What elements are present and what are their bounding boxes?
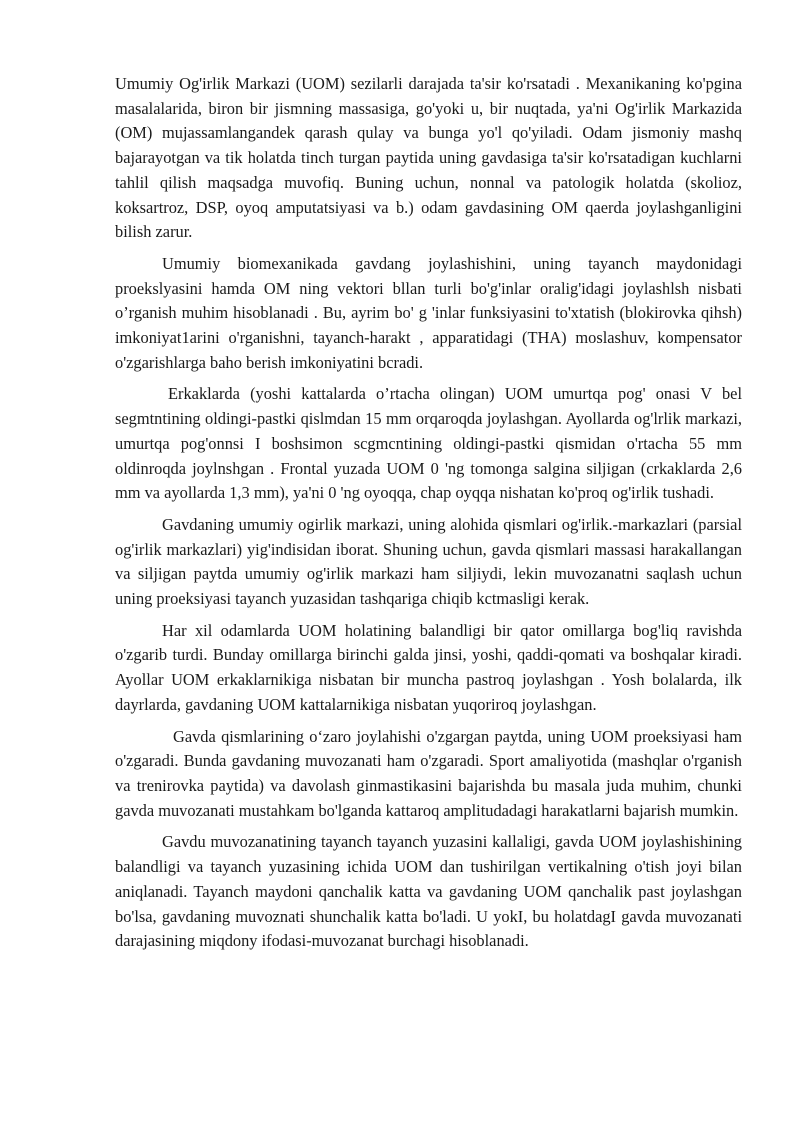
paragraph-1: Umumiy Og'irlik Markazi (UOM) sezilarli darajada ta'sir ko'rsatadi . Mexanikaning ko'pgina masalalarida, biron bir jismning massasiga, go'yoki u, bir nuqtada, ya'ni Og'irlik Markazida (OM) mujassamlangandek qarash qulay va bunga yo'l qo'yiladi. Odam jismoniy mashq bajarayotgan va tik holatda tinch turgan paytida uning gavdasiga ta'sir ko'rsatadigan kuchlarni tahlil qilish maqsadga muvofiq. Buning uchun, nonnal va patologik holatda (skolioz, koksartroz, DSP, oyoq amputatsiyasi va b.) odam gavdasining OM qaerda joylashganligini bilish zarur. bbox=[115, 74, 742, 242]
paragraph-4: Gavdaning umumiy ogirlik markazi, uning alohida qismlari og'irlik.-markazlari (parsial og'irlik markazlari) yig'indisidan iborat. Shuning uchun, gavda qismlari massasi harakallangan va siljigan paytda umumiy og'irlik markazi ham siljiydi, lekin muvozanatni saqlash uchun uning proeksiyasi tayanch yuzasidan tashqariga chiqib kctmasligi kerak. bbox=[115, 514, 742, 609]
paragraph-2: Umumiy biomexanikada gavdang joylashishini, uning tayanch maydonidagi proekslyasini hamda OM ning vektori bllan turli bo'g'inlar oralig'idagi joylashlsh nisbati o’rganish muhim hisoblanadi . Bu, ayrim bo' g 'inlar funksiyasini to'xtatish (blokirovka qihsh) imkoniyat1arini o'rganishni, tayanch-harakt , apparatidagi (THA) moslashuv, kompensator o'zgarishlarga baho berish imkoniyatini bcradi. bbox=[115, 253, 742, 372]
paragraph-5: Har xil odamlarda UOM holatining balandligi bir qator omillarga bog'liq ravishda o'zgarib turdi. Bunday omillarga birinchi galda jinsi, yoshi, qaddi-qomati va boshqalar kiradi. Ayollar UOM erkaklarnikiga nisbatan bir muncha pastroq joylashgan . Yosh bolalarda, ilk dayrlarda, gavdaning UOM kattalarnikiga nisbatan yuqoriroq joylashgan. bbox=[115, 620, 742, 714]
document-page bbox=[115, 72, 742, 961]
paragraph-3: Erkaklarda (yoshi kattalarda o’rtacha olingan) UOM umurtqa pog' onasi V bel segmtntining oldingi-pastki qislmdan 15 mm orqaroqda joylashgan. Ayollarda og'lrlik markazi, umurtqa pog'onnsi I boshsimon scgmcntining oldingi-pastki qismidan o'rtacha 55 mm oldinroqda joylnshgan . Frontal yuzada UOM 0 'ng tomonga salgina siljigan (crkaklarda 2,6 mm va ayollarda 1,3 mm), ya'ni 0 'ng oyoqqa, chap oyqqa nishatan ko'proq og'irlik tushadi. bbox=[115, 384, 742, 503]
paragraph-6: Gavda qismlarining oʻzaro joylahishi o'zgargan paytda, uning UOM proeksiyasi ham o'zgaradi. Bunda gavdaning muvozanati ham o'zgaradi. Sport amaliyotida (mashqlar o'rganish va trenirovka paytida) va davolash ginmastikasini bajarishda bu masala juda muhim, chunki gavda muvozanati mustahkam bo'lganda kattaroq amplitudadagi harakatlarni bajarish mumkin. bbox=[115, 726, 742, 820]
paragraph-7: Gavdu muvozanatining tayanch tayanch yuzasini kallaligi, gavda UOM joylashishining balandligi va tayanch yuzasining ichida UOM dan tushirilgan vertikalning o'tish joyi bilan aniqlanadi. Tayanch maydoni qanchalik katta va gavdaning UOM qanchalik past joylashgan bo'lsa, gavdaning muvoznati shunchalik katta bo'ladi. U yokI, bu holatdagI gavda muvozanati darajasining miqdony ifodasi-muvozanat burchagi hisoblanadi. bbox=[115, 832, 742, 951]
